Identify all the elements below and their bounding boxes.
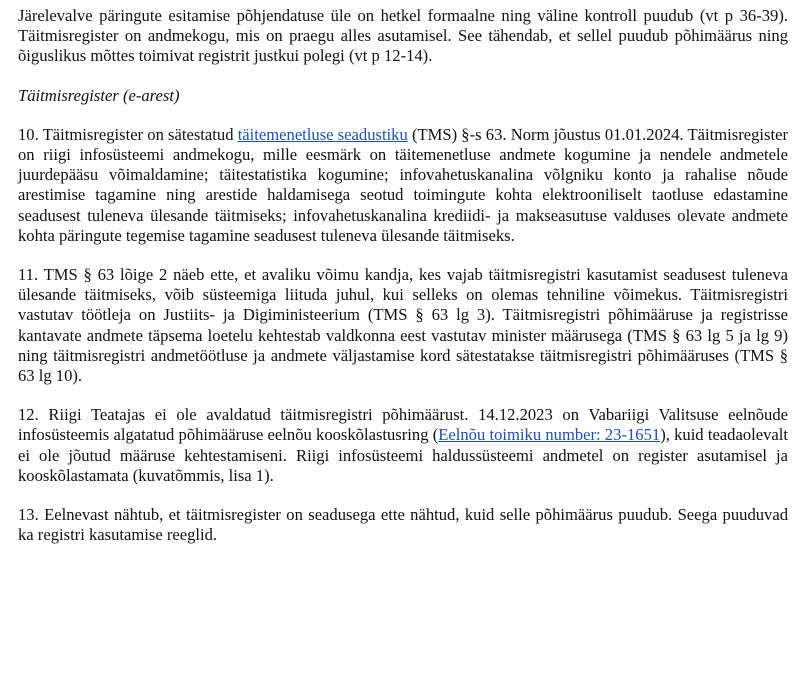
draft-file-number-link[interactable]: Eelnõu toimiku number: 23-1651 bbox=[438, 425, 661, 445]
paragraph-10-text-end: (TMS) §-s 63. Norm jõustus 01.01.2024. Täitmisregister on riigi infosüsteemi andmekogu, mille eesmärk on täitemenetluse andmete kogumine ja nendele andmetele juurdepääsu võimaldamine; täitestatistika kogumine; infovahetuskanalina võlgniku konto ja rahalise nõude arestimise tagamine ning arestide haldamisega seotud toimingute kohta elektrooniliselt taotluse edastamine seadusest tuleneva ülesande täitmiseks; infovahetuskanalina krediidi- ja makseasutuse valduses olevate andmete kohta päringute tegemise tagamine seadusest tuleneva ülesande täitmiseks. bbox=[18, 124, 788, 245]
paragraph-13: 13. Eelnevast nähtub, et täitmisregister on seadusega ette nähtud, kuid selle põhimäärus puudub. Seega puuduvad ka registri kasutamise reeglid. bbox=[18, 505, 788, 545]
paragraph-12 bbox=[18, 405, 788, 486]
paragraph-12-text-end: ), kuid teadaolevalt ei ole jõutud määruse kehtestamiseni. Riigi infosüsteemi haldussüsteemi andmetel on register asutamisel ja kooskõlastamata (kuvatõmmis, lisa 1). bbox=[18, 425, 788, 485]
document-page bbox=[18, 6, 788, 545]
section-heading: Täitmisregister (e-arest) bbox=[18, 85, 180, 105]
paragraph-10 bbox=[18, 125, 788, 246]
paragraph-11: 11. TMS § 63 lõige 2 näeb ette, et avaliku võimu kandja, kes vajab täitmisregistri kasutamist seadusest tuleneva ülesande täitmiseks, võib süsteemiga liituda juhul, kui selleks on olemas tehniline võimekus. Täitmisregistri vastutav töötleja on Justiits- ja Digiministeerium (TMS § 63 lg 3). Täitmisregistri põhimääruse ja registrisse kantavate andmete täpsema loetelu kehtestab valdkonna eest vastutav minister määrusega (TMS § 63 lg 5 ja lg 9) ning täitmisregistri andmetöötluse ja andmete väljastamise kord sätestatakse täitmisregistri põhimääruses (TMS § 63 lg 10). bbox=[18, 265, 788, 386]
paragraph-10-text-start: 10. Täitmisregister on sätestatud bbox=[18, 124, 238, 144]
paragraph-12-text-start: 12. Riigi Teatajas ei ole avaldatud täitmisregistri põhimäärust. 14.12.2023 on Vabariigi Valitsuse eelnõude infosüsteemis algatatud põhimääruse eelnõu kooskõlastusring ( bbox=[18, 405, 788, 445]
intro-paragraph: Järelevalve päringute esitamise põhjendatuse üle on hetkel formaalne ning väline kontroll puudub (vt p 36-39). Täitmisregister on andmekogu, mis on praegu alles asutamisel. See tähendab, et sellel puudub põhimäärus ning õiguslikus mõttes toimivat registrit justkui polegi (vt p 12-14). bbox=[18, 6, 788, 66]
tms-law-link[interactable]: täitemenetluse seadustiku bbox=[237, 124, 408, 144]
